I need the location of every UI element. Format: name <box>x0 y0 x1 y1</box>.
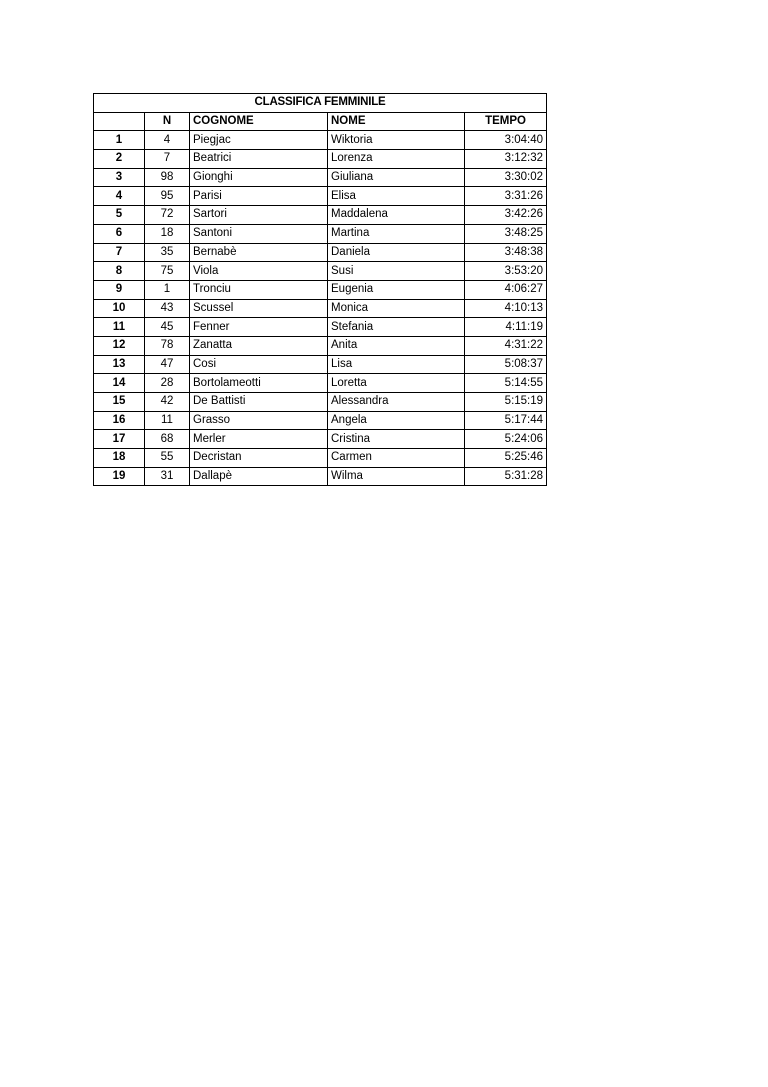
cell-first-name: Giuliana <box>328 168 465 187</box>
cell-bib-number: 72 <box>145 206 190 225</box>
cell-first-name: Daniela <box>328 243 465 262</box>
table-row <box>94 393 547 412</box>
cell-time: 5:15:19 <box>465 393 547 412</box>
cell-position: 13 <box>94 355 145 374</box>
cell-time: 3:31:26 <box>465 187 547 206</box>
table-row <box>94 150 547 169</box>
cell-position: 5 <box>94 206 145 225</box>
cell-bib-number: 68 <box>145 430 190 449</box>
cell-first-name: Susi <box>328 262 465 281</box>
table-row <box>94 374 547 393</box>
cell-position: 16 <box>94 411 145 430</box>
cell-time: 4:11:19 <box>465 318 547 337</box>
cell-first-name: Stefania <box>328 318 465 337</box>
cell-first-name: Martina <box>328 224 465 243</box>
cell-position: 19 <box>94 467 145 486</box>
results-table <box>93 93 547 486</box>
cell-position: 1 <box>94 131 145 150</box>
table-row <box>94 430 547 449</box>
table-row <box>94 355 547 374</box>
cell-time: 5:14:55 <box>465 374 547 393</box>
cell-bib-number: 31 <box>145 467 190 486</box>
table-row <box>94 262 547 281</box>
cell-time: 4:06:27 <box>465 280 547 299</box>
table-row <box>94 280 547 299</box>
cell-position: 3 <box>94 168 145 187</box>
cell-position: 4 <box>94 187 145 206</box>
table-row <box>94 336 547 355</box>
cell-bib-number: 98 <box>145 168 190 187</box>
cell-bib-number: 4 <box>145 131 190 150</box>
cell-surname: Grasso <box>190 411 328 430</box>
cell-surname: De Battisti <box>190 393 328 412</box>
cell-first-name: Alessandra <box>328 393 465 412</box>
table-row <box>94 168 547 187</box>
cell-surname: Bernabè <box>190 243 328 262</box>
cell-bib-number: 7 <box>145 150 190 169</box>
cell-surname: Gionghi <box>190 168 328 187</box>
cell-first-name: Lorenza <box>328 150 465 169</box>
cell-bib-number: 78 <box>145 336 190 355</box>
table-row <box>94 318 547 337</box>
cell-surname: Decristan <box>190 449 328 468</box>
cell-position: 12 <box>94 336 145 355</box>
cell-position: 8 <box>94 262 145 281</box>
cell-time: 3:48:25 <box>465 224 547 243</box>
table-row <box>94 224 547 243</box>
cell-position: 6 <box>94 224 145 243</box>
cell-position: 15 <box>94 393 145 412</box>
header-row <box>94 112 547 131</box>
cell-first-name: Cristina <box>328 430 465 449</box>
cell-first-name: Carmen <box>328 449 465 468</box>
table-title: CLASSIFICA FEMMINILE <box>94 94 547 113</box>
cell-surname: Fenner <box>190 318 328 337</box>
header-number: N <box>145 112 190 131</box>
cell-bib-number: 47 <box>145 355 190 374</box>
table-row <box>94 299 547 318</box>
cell-position: 17 <box>94 430 145 449</box>
results-body <box>94 131 547 486</box>
cell-bib-number: 35 <box>145 243 190 262</box>
cell-position: 11 <box>94 318 145 337</box>
cell-surname: Zanatta <box>190 336 328 355</box>
cell-bib-number: 1 <box>145 280 190 299</box>
cell-first-name: Maddalena <box>328 206 465 225</box>
cell-surname: Beatrici <box>190 150 328 169</box>
header-position <box>94 112 145 131</box>
cell-position: 14 <box>94 374 145 393</box>
cell-time: 3:48:38 <box>465 243 547 262</box>
cell-surname: Viola <box>190 262 328 281</box>
cell-first-name: Wilma <box>328 467 465 486</box>
cell-first-name: Anita <box>328 336 465 355</box>
cell-surname: Sartori <box>190 206 328 225</box>
cell-position: 9 <box>94 280 145 299</box>
cell-position: 2 <box>94 150 145 169</box>
cell-surname: Santoni <box>190 224 328 243</box>
cell-time: 3:30:02 <box>465 168 547 187</box>
cell-bib-number: 55 <box>145 449 190 468</box>
table-row <box>94 467 547 486</box>
title-row <box>94 94 547 113</box>
cell-first-name: Loretta <box>328 374 465 393</box>
cell-time: 5:24:06 <box>465 430 547 449</box>
table-row <box>94 243 547 262</box>
header-name: NOME <box>328 112 465 131</box>
cell-bib-number: 18 <box>145 224 190 243</box>
cell-time: 5:25:46 <box>465 449 547 468</box>
cell-time: 3:04:40 <box>465 131 547 150</box>
cell-bib-number: 45 <box>145 318 190 337</box>
cell-time: 3:12:32 <box>465 150 547 169</box>
header-time: TEMPO <box>465 112 547 131</box>
header-surname: COGNOME <box>190 112 328 131</box>
cell-surname: Merler <box>190 430 328 449</box>
cell-bib-number: 28 <box>145 374 190 393</box>
cell-first-name: Angela <box>328 411 465 430</box>
cell-surname: Dallapè <box>190 467 328 486</box>
cell-time: 4:31:22 <box>465 336 547 355</box>
cell-surname: Parisi <box>190 187 328 206</box>
table-row <box>94 206 547 225</box>
cell-surname: Tronciu <box>190 280 328 299</box>
cell-bib-number: 11 <box>145 411 190 430</box>
cell-time: 4:10:13 <box>465 299 547 318</box>
cell-position: 7 <box>94 243 145 262</box>
cell-first-name: Elisa <box>328 187 465 206</box>
cell-bib-number: 95 <box>145 187 190 206</box>
cell-surname: Bortolameotti <box>190 374 328 393</box>
cell-first-name: Wiktoria <box>328 131 465 150</box>
cell-surname: Scussel <box>190 299 328 318</box>
cell-surname: Cosi <box>190 355 328 374</box>
table-row <box>94 131 547 150</box>
cell-first-name: Lisa <box>328 355 465 374</box>
cell-time: 3:42:26 <box>465 206 547 225</box>
cell-bib-number: 42 <box>145 393 190 412</box>
cell-time: 5:31:28 <box>465 467 547 486</box>
cell-bib-number: 75 <box>145 262 190 281</box>
cell-first-name: Eugenia <box>328 280 465 299</box>
cell-position: 18 <box>94 449 145 468</box>
cell-surname: Piegjac <box>190 131 328 150</box>
cell-time: 5:17:44 <box>465 411 547 430</box>
cell-first-name: Monica <box>328 299 465 318</box>
cell-bib-number: 43 <box>145 299 190 318</box>
cell-time: 5:08:37 <box>465 355 547 374</box>
cell-time: 3:53:20 <box>465 262 547 281</box>
table-row <box>94 411 547 430</box>
table-row <box>94 187 547 206</box>
cell-position: 10 <box>94 299 145 318</box>
table-row <box>94 449 547 468</box>
